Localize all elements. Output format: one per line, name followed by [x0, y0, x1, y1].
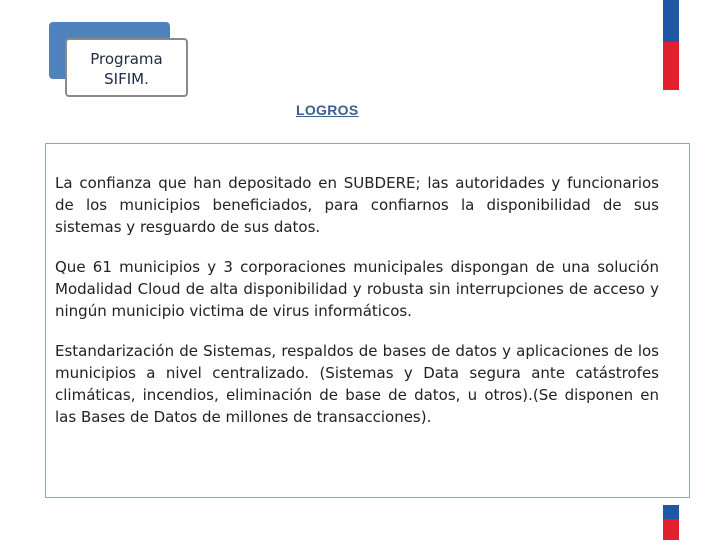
program-label-text	[90, 47, 162, 89]
achievement-paragraph-1: La confianza que han depositado en SUBDERE; las autoridades y funcionarios de los municipios beneficiados, para confiarnos la disponibilidad de sus sistemas y resguardo de sus datos.	[55, 174, 659, 236]
program-label	[65, 38, 188, 97]
achievement-paragraph-3: Estandarización de Sistemas, respaldos de bases de datos y aplicaciones de los municipios a nivel centralizado. (Sistemas y Data segura ante catástrofes climáticas, incendios, eliminación de base de datos, u otros).(Se disponen en las Bases de Datos de millones de transacciones).	[55, 342, 659, 426]
program-label-line2: SIFIM.	[104, 69, 149, 88]
flag-stripe-red-top	[663, 42, 679, 90]
flag-stripe-blue-bottom	[663, 505, 679, 519]
flag-stripe-red-bottom	[663, 519, 679, 540]
program-label-line1: Programa	[90, 49, 163, 68]
achievements-box	[45, 143, 690, 498]
flag-stripe-blue-top	[663, 0, 679, 42]
achievement-paragraph-2: Que 61 municipios y 3 corporaciones municipales dispongan de una solución Modalidad Cloud de alta disponibilidad y robusta sin interrupciones de acceso y ningún municipio victima de virus informáticos.	[55, 258, 659, 320]
section-heading: LOGROS	[296, 102, 359, 118]
